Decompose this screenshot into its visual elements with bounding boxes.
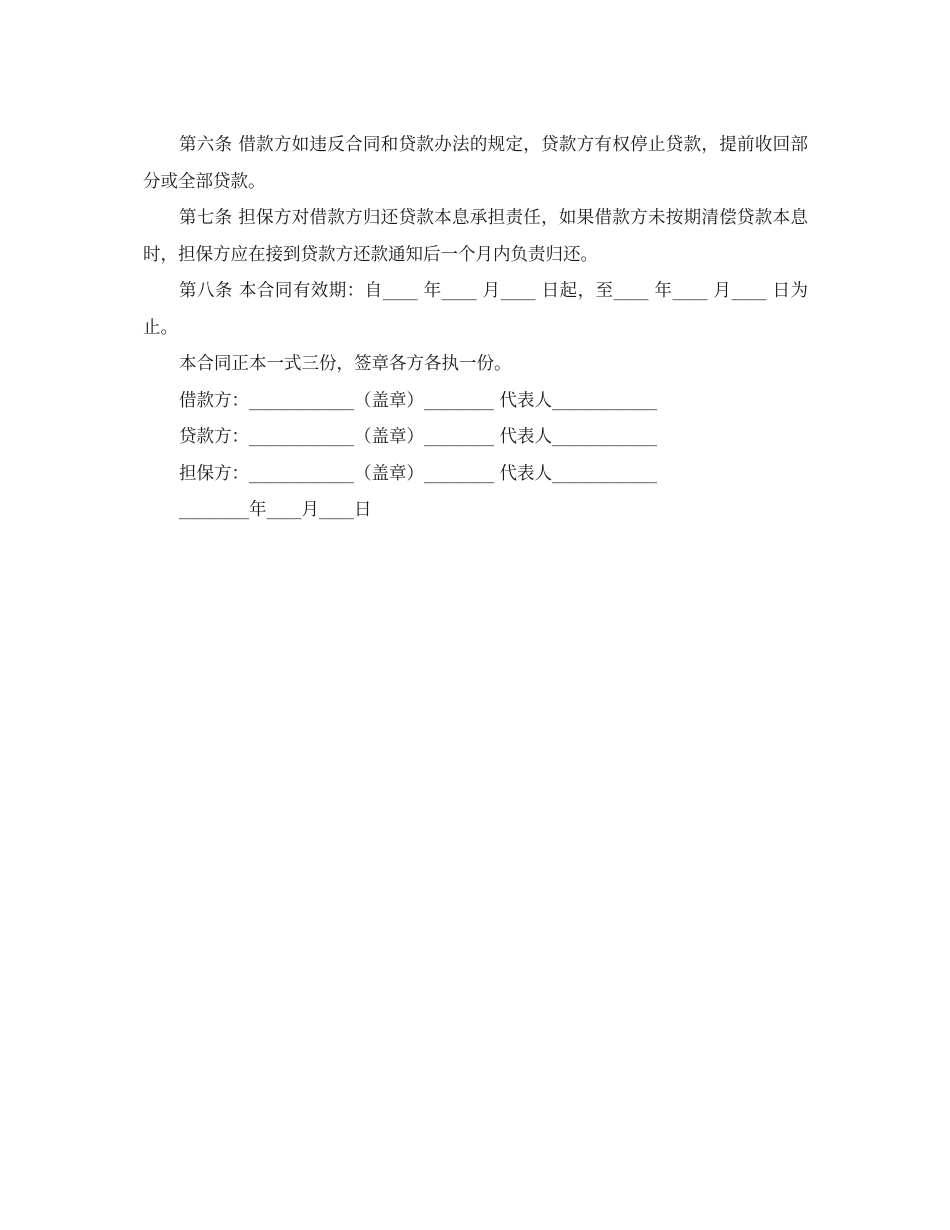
borrower-signature-line: 借款方：____________（盖章）________ 代表人____________ xyxy=(179,390,658,411)
lender-signature-line: 贷款方：____________（盖章）________ 代表人____________ xyxy=(179,427,658,447)
date-line: ________年____月____日 xyxy=(179,500,372,520)
guarantor-signature-line: 担保方：____________（盖章）________ 代表人____________ xyxy=(179,463,658,484)
contract-body xyxy=(143,127,808,529)
article-eight-paragraph: 第八条 本合同有效期：自____ 年____ 月____ 日起，至____ 年____ 月____ 日为止。 xyxy=(143,281,808,338)
article-seven-paragraph: 第七条 担保方对借款方归还贷款本息承担责任，如果借款方未按期清偿贷款本息时，担保方应在接到贷款方还款通知后一个月内负责归还。 xyxy=(143,208,808,265)
article-six-paragraph: 第六条 借款方如违反合同和贷款办法的规定，贷款方有权停止贷款，提前收回部分或全部贷款。 xyxy=(143,135,808,192)
copies-statement: 本合同正本一式三份，签章各方各执一份。 xyxy=(179,354,512,374)
